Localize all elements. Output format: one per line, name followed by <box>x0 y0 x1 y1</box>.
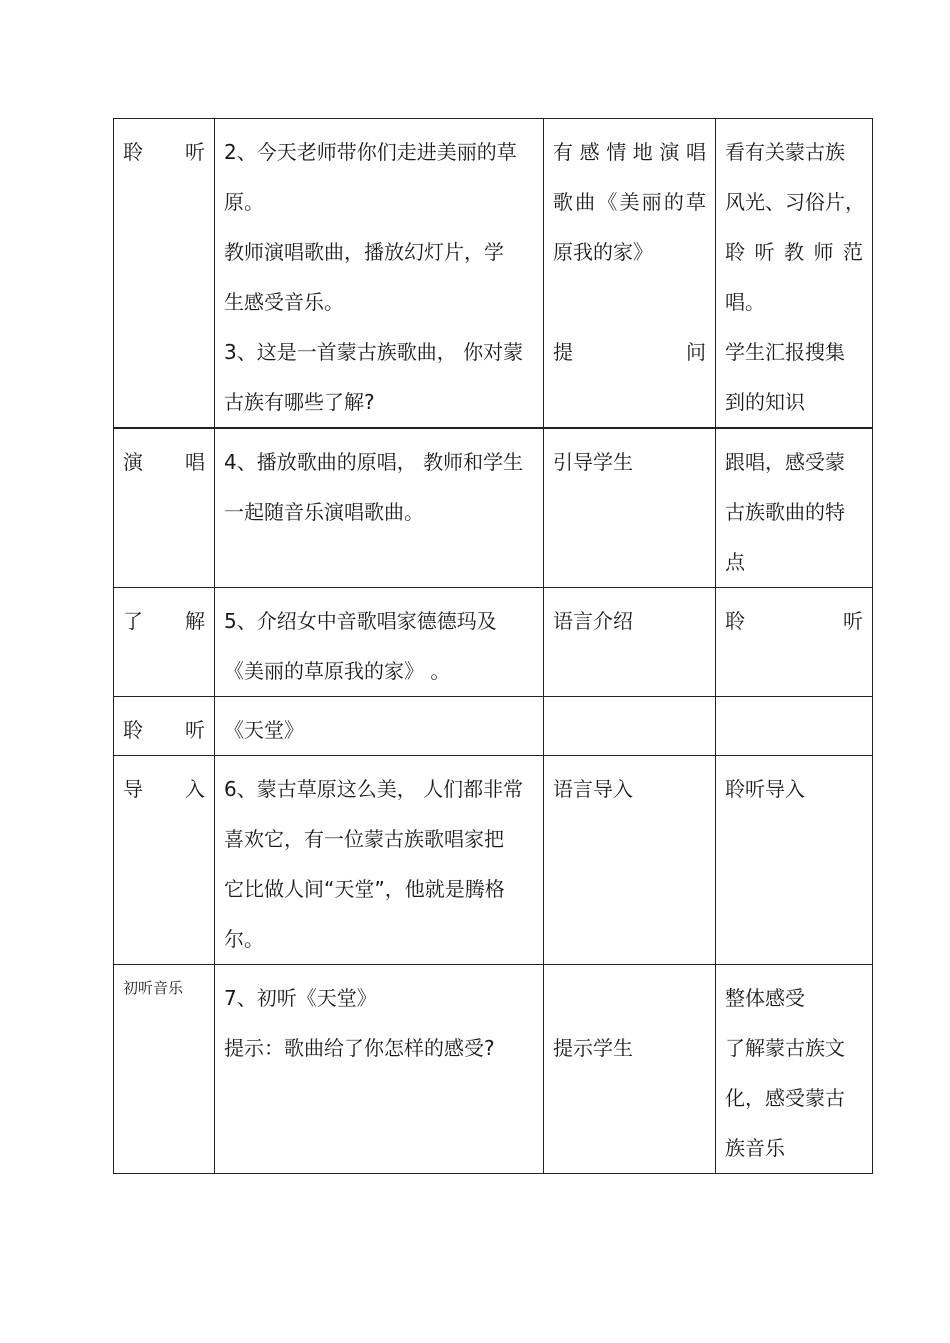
student-line: 看有关蒙古族 <box>725 140 845 164</box>
stage-cell <box>114 588 215 697</box>
teacher-line <box>553 973 706 1023</box>
content-cell <box>215 756 544 965</box>
content-cell <box>215 697 544 756</box>
student-line: 到的知识 <box>725 390 805 414</box>
teacher-activity-cell <box>544 588 716 697</box>
teacher-line: 语言介绍 <box>553 609 633 633</box>
content-line: 尔。 <box>224 927 264 951</box>
content-cell <box>215 428 544 588</box>
content-line: 它比做人间“天堂”，他就是腾格 <box>224 877 505 901</box>
stage-label: 演 唱 <box>123 450 205 474</box>
teacher-line: 语言导入 <box>553 777 633 801</box>
teacher-activity-cell <box>544 428 716 588</box>
teacher-activity-cell <box>544 119 716 429</box>
content-line: 一起随音乐演唱歌曲。 <box>224 500 424 524</box>
table-row <box>114 697 873 756</box>
student-line: 学生汇报搜集 <box>725 340 845 364</box>
content-line: 7、初听《天堂》 <box>224 986 377 1010</box>
content-cell <box>215 119 544 429</box>
lesson-plan-table <box>113 118 873 1174</box>
teacher-activity-cell <box>544 965 716 1174</box>
teacher-line <box>553 277 706 327</box>
content-cell <box>215 588 544 697</box>
stage-cell <box>114 756 215 965</box>
student-line: 化，感受蒙古 <box>725 1086 845 1110</box>
table-row <box>114 428 873 588</box>
teacher-line: 歌曲《美丽的草 <box>553 190 706 214</box>
stage-cell <box>114 428 215 588</box>
content-line: 提示：歌曲给了你怎样的感受? <box>224 1036 495 1060</box>
table-row <box>114 588 873 697</box>
student-activity-cell <box>716 965 873 1174</box>
student-line: 风光、习俗片， <box>725 190 865 214</box>
stage-cell <box>114 697 215 756</box>
student-activity-cell <box>716 756 873 965</box>
student-line: 唱。 <box>725 290 765 314</box>
table-row <box>114 965 873 1174</box>
table-row <box>114 119 873 429</box>
student-line: 聆听教师范 <box>725 240 863 264</box>
table-row <box>114 756 873 965</box>
content-line: 《美丽的草原我的家》 。 <box>224 659 451 683</box>
teacher-activity-cell <box>544 697 716 756</box>
content-cell <box>215 965 544 1174</box>
content-line: 4、播放歌曲的原唱， 教师和学生 <box>224 450 524 474</box>
teacher-line: 引导学生 <box>553 450 633 474</box>
student-line: 古族歌曲的特 <box>725 500 845 524</box>
content-line: 3、这是一首蒙古族歌曲， 你对蒙 <box>224 340 524 364</box>
student-line: 了解蒙古族文 <box>725 1036 845 1060</box>
student-activity-cell <box>716 588 873 697</box>
stage-label: 初听音乐 <box>123 979 184 997</box>
stage-label: 聆 听 <box>123 140 205 164</box>
student-line: 跟唱，感受蒙 <box>725 450 845 474</box>
content-line: 喜欢它，有一位蒙古族歌唱家把 <box>224 827 504 851</box>
teacher-line: 有感情地演唱 <box>553 140 706 164</box>
student-line: 整体感受 <box>725 986 805 1010</box>
stage-label: 聆 听 <box>123 718 205 742</box>
student-activity-cell <box>716 428 873 588</box>
content-line: 2、今天老师带你们走进美丽的草 <box>224 140 517 164</box>
content-line: 古族有哪些了解? <box>224 390 375 414</box>
teacher-activity-cell <box>544 756 716 965</box>
student-activity-cell <box>716 697 873 756</box>
student-line: 族音乐 <box>725 1136 785 1160</box>
content-line: 生感受音乐。 <box>224 290 344 314</box>
content-line: 《天堂》 <box>224 718 304 742</box>
student-line: 聆 听 <box>725 609 863 633</box>
content-line: 教师演唱歌曲，播放幻灯片，学 <box>224 240 504 264</box>
student-activity-cell <box>716 119 873 429</box>
content-line: 5、介绍女中音歌唱家德德玛及 <box>224 609 497 633</box>
teacher-line: 原我的家》 <box>553 240 653 264</box>
teacher-line: 提 问 <box>553 340 706 364</box>
teacher-line: 提示学生 <box>553 1036 633 1060</box>
stage-label: 了 解 <box>123 609 205 633</box>
student-line: 点 <box>725 550 745 574</box>
stage-cell <box>114 119 215 429</box>
stage-cell <box>114 965 215 1174</box>
content-line: 6、蒙古草原这么美， 人们都非常 <box>224 777 524 801</box>
stage-label: 导 入 <box>123 777 205 801</box>
student-line: 聆听导入 <box>725 777 805 801</box>
content-line: 原。 <box>224 190 264 214</box>
